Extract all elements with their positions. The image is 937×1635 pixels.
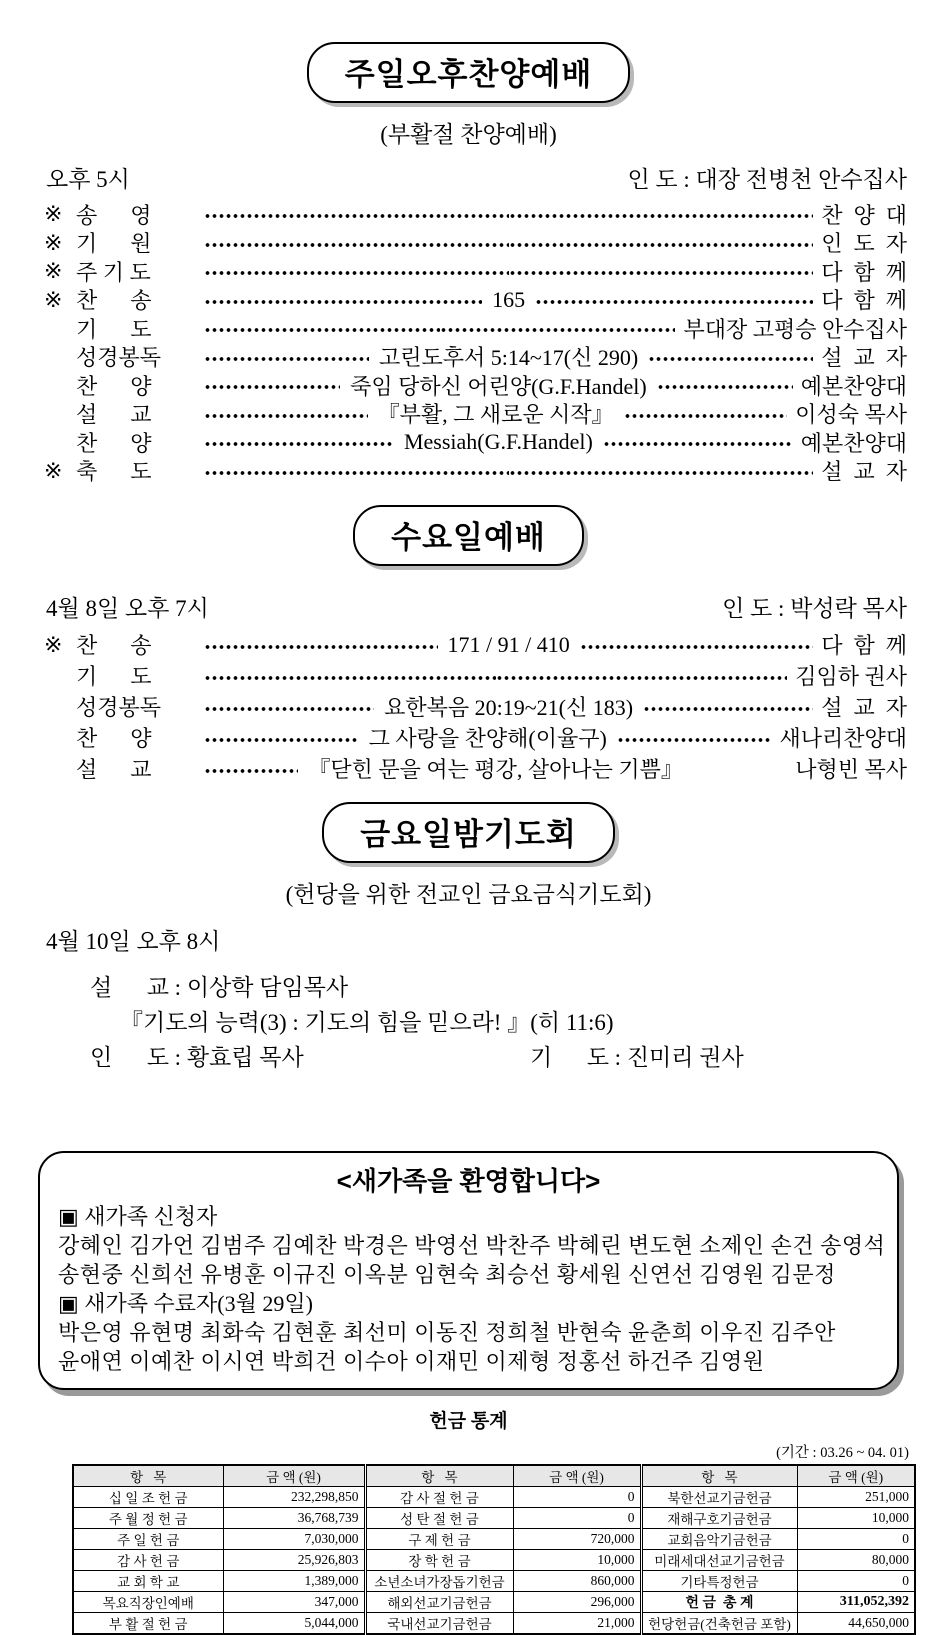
offering-stats-title: 헌금 통계 (429, 1411, 508, 1432)
sunday-service-subtitle: (부활절 찬양예배) (380, 122, 557, 147)
program-item-detail: 165 (492, 286, 526, 312)
friday-prayer-date: 4월 10일 오후 8시 (46, 929, 221, 954)
program-item-person: 새나리찬양대 (779, 726, 908, 751)
program-row (44, 691, 907, 722)
program-item-label: 찬 양 (76, 373, 152, 399)
program-item-label: 찬 양 (76, 430, 152, 456)
section-title-wednesday-service: 수요일예배 (353, 505, 584, 566)
wednesday-service-info-row (46, 590, 907, 623)
program-item-label: 성경봉독 (76, 345, 162, 371)
stand-marker: ※ (44, 631, 63, 657)
offering-item: 국내선교기금헌금 (365, 1613, 513, 1635)
program-row (44, 286, 907, 315)
offering-item: 목요직장인예배 (73, 1592, 223, 1613)
stand-marker: ※ (44, 286, 63, 312)
program-item-detail: 171 / 91 / 410 (447, 631, 570, 657)
offering-stats-table (72, 1464, 916, 1635)
offering-item: 해외선교기금헌금 (365, 1592, 513, 1613)
program-row (44, 314, 907, 343)
dotted-leader (204, 438, 394, 450)
wednesday-service-leader: 인 도 : 박성락 목사 (722, 596, 907, 621)
offering-item: 북한선교기금헌금 (641, 1487, 797, 1508)
program-item-person: 설 교 자 (821, 695, 908, 720)
program-row (44, 753, 907, 784)
dotted-leader (204, 296, 482, 308)
offering-amount: 21,000 (513, 1613, 641, 1635)
table-header-row (73, 1465, 915, 1487)
program-row (44, 229, 907, 258)
program-item-label: 설 교 (76, 757, 152, 782)
dotted-leader (509, 239, 814, 251)
program-row (44, 722, 907, 753)
dotted-leader (624, 410, 788, 422)
offering-amount: 296,000 (513, 1592, 641, 1613)
program-item-label: 송 영 (76, 202, 152, 228)
offering-item: 감 사 절 헌 금 (365, 1487, 513, 1508)
dotted-leader (440, 324, 676, 336)
program-item-label: 기 원 (76, 231, 152, 257)
offering-amount: 7,030,000 (223, 1529, 365, 1550)
new-family-graduates-names: 윤애연 이예찬 이시연 박희건 이수아 이재민 이제형 정홍선 하건주 김영원 (58, 1349, 765, 1374)
friday-prayer-subtitle: (헌당을 위한 전교인 금요금식기도회) (285, 882, 652, 907)
dotted-leader (509, 267, 814, 279)
program-item-person: 설 교 자 (821, 459, 908, 485)
dotted-leader (603, 438, 793, 450)
program-item-detail: 죽임 당하신 어린양(G.F.Handel) (350, 373, 647, 399)
offering-item: 헌당헌금(건축헌금 포함) (641, 1613, 797, 1635)
program-item-label: 축 도 (76, 459, 152, 485)
program-row (44, 400, 907, 429)
sunday-service-time: 오후 5시 (46, 167, 130, 192)
program-item-detail: 그 사랑을 찬양해(이율구) (368, 726, 607, 751)
program-row (44, 457, 907, 486)
dotted-leader (204, 410, 368, 422)
offering-item: 부 활 절 헌 금 (73, 1613, 223, 1635)
sunday-service-info-row (46, 161, 907, 194)
offering-amount: 36,768,739 (223, 1508, 365, 1529)
program-item-person: 예본찬양대 (800, 430, 908, 456)
offering-amount: 10,000 (513, 1550, 641, 1571)
new-family-applicants-names: 송현중 신희선 유병훈 이규진 이옥분 임현숙 최승선 황세원 신연선 김영원 김문정 (58, 1262, 836, 1287)
friday-leader: 인 도 : 황효립 목사 (90, 1045, 304, 1070)
offering-amount: 44,650,000 (797, 1613, 915, 1635)
dotted-leader (204, 324, 440, 336)
column-header-item: 항 목 (73, 1465, 223, 1487)
friday-leader-prayer-line (90, 1040, 907, 1075)
program-item-detail: 『부활, 그 새로운 시작』 (377, 402, 614, 428)
offering-item: 교회음악기금헌금 (641, 1529, 797, 1550)
program-item-detail: Messiah(G.F.Handel) (403, 429, 593, 455)
section-title-sunday-evening-service: 주일오후찬양예배 (307, 42, 631, 103)
dotted-leader (204, 672, 496, 684)
dotted-leader (204, 210, 509, 222)
new-family-applicants-heading: ▣ 새가족 신청자 (58, 1204, 218, 1229)
friday-sermon-line: 설 교 : 이상학 담임목사 (90, 975, 349, 1000)
stand-marker: ※ (44, 229, 63, 255)
welcome-box-title: <새가족을 환영합니다> (336, 1166, 601, 1196)
offering-item: 기타특정헌금 (641, 1571, 797, 1592)
offering-amount: 0 (797, 1529, 915, 1550)
program-item-detail: 『닫힌 문을 여는 평강, 살아나는 기쁨』 (308, 757, 683, 782)
dotted-leader (204, 765, 298, 777)
offering-stats-period: (기간 : 03.26 ~ 04. 01) (776, 1445, 909, 1461)
dotted-leader (509, 467, 814, 479)
offering-amount: 0 (513, 1487, 641, 1508)
wednesday-service-time: 4월 8일 오후 7시 (46, 596, 209, 621)
column-header-amount: 금 액 (원) (513, 1465, 641, 1487)
table-row (73, 1613, 915, 1635)
program-item-label: 기 도 (76, 316, 152, 342)
offering-item: 주 월 정 헌 금 (73, 1508, 223, 1529)
dotted-leader (643, 703, 813, 715)
stand-marker: ※ (44, 457, 63, 483)
program-item-person: 나형빈 목사 (795, 757, 908, 782)
program-item-detail: 요한복음 20:19~21(신 183) (384, 695, 634, 720)
program-row (44, 660, 907, 691)
program-item-person: 다 함 께 (821, 633, 907, 658)
new-family-graduates-heading: ▣ 새가족 수료자(3월 29일) (58, 1291, 313, 1316)
program-item-person: 설 교 자 (821, 345, 908, 371)
column-header-item: 항 목 (365, 1465, 513, 1487)
dotted-leader (693, 765, 787, 777)
stand-marker: ※ (44, 201, 63, 227)
program-item-label: 성경봉독 (76, 695, 162, 720)
offering-item: 십 일 조 헌 금 (73, 1487, 223, 1508)
offering-item: 교 회 학 교 (73, 1571, 223, 1592)
program-row (44, 343, 907, 372)
table-row (73, 1508, 915, 1529)
sunday-service-program (44, 200, 907, 485)
dotted-leader (204, 734, 359, 746)
program-row (44, 371, 907, 400)
offering-item: 미래세대선교기금헌금 (641, 1550, 797, 1571)
dotted-leader (496, 672, 788, 684)
program-item-label: 찬 송 (76, 288, 152, 314)
program-row (44, 200, 907, 229)
offering-amount: 1,389,000 (223, 1571, 365, 1592)
program-row (44, 629, 907, 660)
dotted-leader (204, 353, 369, 365)
offering-amount: 860,000 (513, 1571, 641, 1592)
offering-amount: 10,000 (797, 1508, 915, 1529)
offering-item: 성 탄 절 헌 금 (365, 1508, 513, 1529)
dotted-leader (657, 381, 793, 393)
friday-sermon-title: 『기도의 능력(3) : 기도의 힘을 믿으라! 』(히 11:6) (120, 1010, 614, 1035)
dotted-leader (204, 381, 340, 393)
new-family-welcome-box (38, 1151, 899, 1390)
offering-amount: 347,000 (223, 1592, 365, 1613)
dotted-leader (204, 267, 509, 279)
offering-amount: 720,000 (513, 1529, 641, 1550)
new-family-graduates-names: 박은영 유현명 최화숙 김현훈 최선미 이동진 정희철 반현숙 윤춘희 이우진 김주안 (58, 1320, 836, 1345)
new-family-applicants-names: 강혜인 김가언 김범주 김예찬 박경은 박영선 박찬주 박혜린 변도현 소제인 손건 송영석 (58, 1233, 886, 1258)
offering-item: 감 사 헌 금 (73, 1550, 223, 1571)
table-row (73, 1550, 915, 1571)
dotted-leader (204, 641, 438, 653)
program-row (44, 257, 907, 286)
dotted-leader (204, 467, 509, 479)
stand-marker: ※ (44, 258, 63, 284)
table-row (73, 1487, 915, 1508)
dotted-leader (617, 734, 772, 746)
friday-prayer-person: 기 도 : 진미리 권사 (530, 1045, 744, 1070)
program-item-person: 이성숙 목사 (795, 402, 908, 428)
table-row (73, 1529, 915, 1550)
program-item-detail: 고린도후서 5:14~17(신 290) (379, 345, 639, 371)
program-item-person: 다 함 께 (821, 288, 908, 314)
dotted-leader (509, 210, 814, 222)
sunday-service-leader: 인 도 : 대장 전병천 안수집사 (627, 167, 907, 192)
program-item-label: 기 도 (76, 664, 152, 689)
program-item-person: 부대장 고평승 안수집사 (683, 316, 907, 342)
wednesday-service-program (44, 629, 907, 784)
offering-item: 소년소녀가장돕기헌금 (365, 1571, 513, 1592)
offering-amount: 5,044,000 (223, 1613, 365, 1635)
dotted-leader (204, 239, 509, 251)
program-item-person: 김임하 권사 (795, 664, 908, 689)
offering-amount: 0 (513, 1508, 641, 1529)
offering-amount: 25,926,803 (223, 1550, 365, 1571)
program-item-person: 찬 양 대 (821, 202, 908, 228)
offering-total-label: 헌 금 총 계 (641, 1592, 797, 1613)
program-item-label: 설 교 (76, 402, 152, 428)
program-item-label: 주 기 도 (76, 259, 151, 285)
program-item-person: 다 함 께 (821, 259, 908, 285)
column-header-amount: 금 액 (원) (223, 1465, 365, 1487)
offering-total-amount: 311,052,392 (797, 1592, 915, 1613)
program-item-person: 예본찬양대 (800, 373, 908, 399)
table-row (73, 1592, 915, 1613)
offering-amount: 232,298,850 (223, 1487, 365, 1508)
offering-item: 재해구호기금헌금 (641, 1508, 797, 1529)
program-item-label: 찬 양 (76, 726, 152, 751)
program-row (44, 428, 907, 457)
section-title-friday-prayer: 금요일밤기도회 (322, 802, 615, 863)
offering-item: 구 제 헌 금 (365, 1529, 513, 1550)
program-item-person: 인 도 자 (821, 231, 908, 257)
dotted-leader (204, 703, 374, 715)
friday-prayer-details (90, 970, 907, 1075)
offering-item: 장 학 헌 금 (365, 1550, 513, 1571)
program-item-label: 찬 송 (76, 633, 152, 658)
dotted-leader (648, 353, 813, 365)
offering-amount: 251,000 (797, 1487, 915, 1508)
offering-amount: 0 (797, 1571, 915, 1592)
offering-amount: 80,000 (797, 1550, 915, 1571)
column-header-amount: 금 액 (원) (797, 1465, 915, 1487)
dotted-leader (580, 641, 814, 653)
column-header-item: 항 목 (641, 1465, 797, 1487)
table-row (73, 1571, 915, 1592)
dotted-leader (535, 296, 813, 308)
offering-item: 주 일 헌 금 (73, 1529, 223, 1550)
